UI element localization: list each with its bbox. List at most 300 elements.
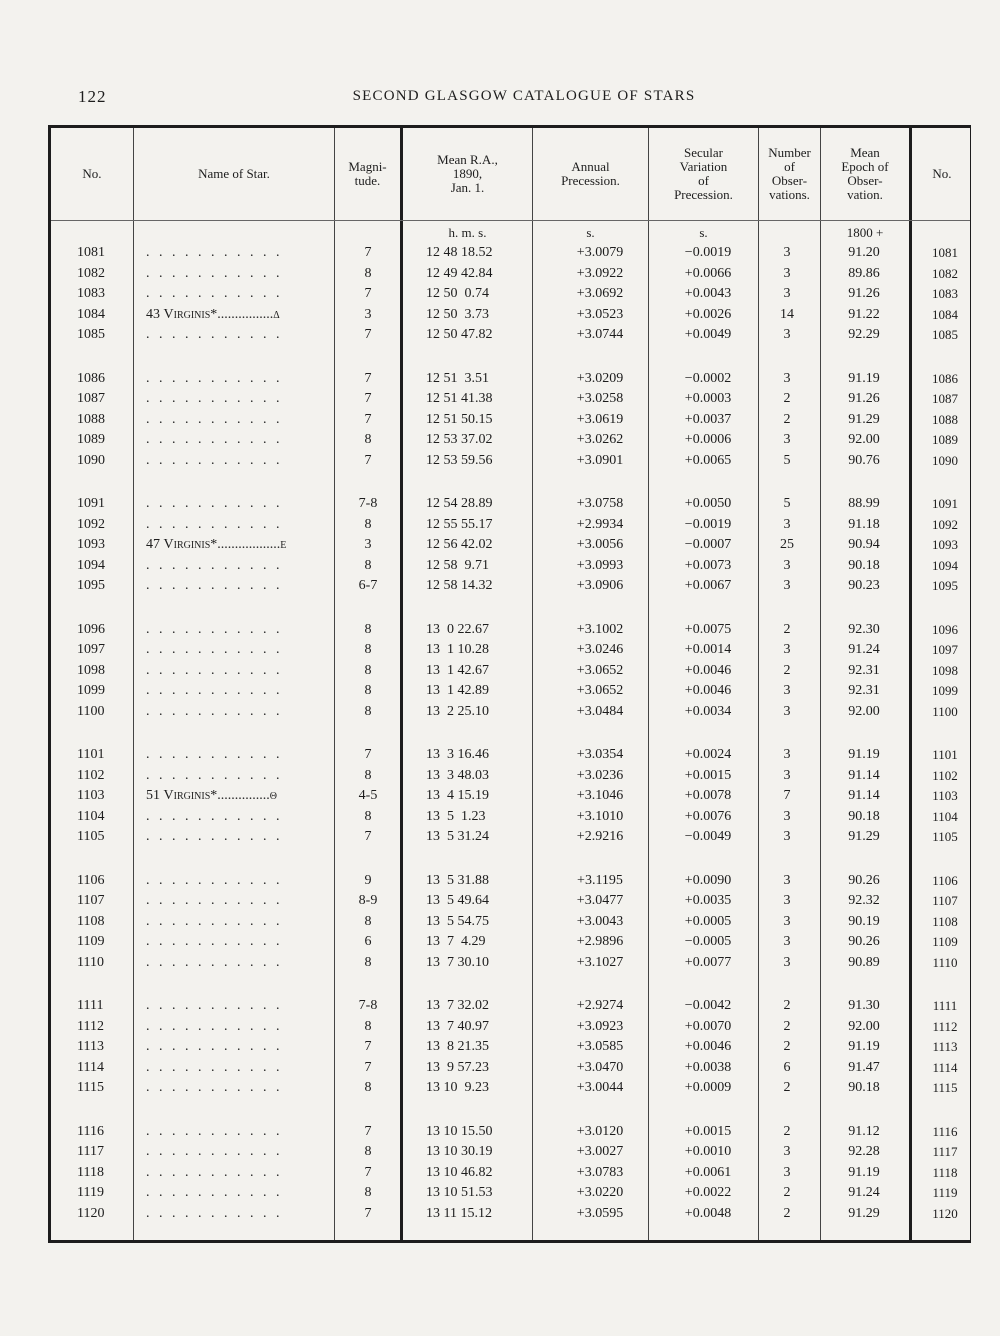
secular-variation: +0.0010: [684, 1144, 732, 1159]
mean-epoch: 92.32: [848, 893, 880, 908]
number-of-observations: 2: [783, 1018, 791, 1034]
number-of-observations: 2: [783, 621, 791, 637]
table-row: [51, 932, 970, 952]
star-name: . . . . . . . . . . .: [146, 662, 283, 678]
annual-precession: +3.0783: [576, 1164, 624, 1180]
table-row: [51, 243, 970, 263]
mean-ra: 13 2 25.10: [426, 703, 489, 719]
table-row: [51, 702, 970, 722]
row-number-right: 1097: [932, 642, 958, 657]
magnitude: 8: [364, 1080, 372, 1095]
row-number: 1086: [77, 370, 105, 386]
header-number-of-observations: Number of Obser- vations.: [768, 145, 811, 202]
mean-ra: 13 1 42.67: [426, 662, 489, 678]
row-number: 1119: [77, 1185, 104, 1200]
row-number-right: 1102: [932, 767, 958, 783]
number-of-observations: 5: [783, 496, 791, 511]
secular-variation: +0.0009: [684, 1080, 732, 1095]
mean-epoch: 92.00: [848, 1018, 880, 1034]
table-row: [51, 1122, 970, 1142]
table-row: [51, 325, 970, 345]
table-row: [51, 1142, 970, 1162]
row-number: 1085: [77, 327, 105, 342]
magnitude: 7: [364, 370, 372, 386]
row-number: 1093: [77, 537, 105, 552]
mean-epoch: 90.19: [848, 913, 880, 929]
row-number-right: 1093: [932, 537, 958, 552]
row-number-right: 1087: [932, 391, 958, 406]
mean-epoch: 91.30: [848, 998, 880, 1013]
annual-precession: +3.0354: [576, 747, 624, 762]
number-of-observations: 2: [783, 391, 791, 406]
annual-precession: +3.0692: [576, 286, 624, 301]
annual-precession: +3.0477: [576, 893, 624, 908]
annual-precession: +3.0120: [576, 1123, 624, 1139]
mean-epoch: 90.76: [848, 452, 880, 468]
row-number: 1115: [77, 1080, 104, 1095]
secular-variation: +0.0024: [684, 747, 732, 762]
secular-variation: +0.0005: [684, 913, 732, 929]
mean-epoch: 91.29: [848, 411, 880, 427]
mean-epoch: 91.18: [848, 516, 880, 532]
number-of-observations: 3: [783, 808, 791, 824]
magnitude: 6-7: [358, 578, 378, 593]
number-of-observations: 3: [783, 1144, 791, 1159]
star-name: . . . . . . . . . . .: [146, 327, 283, 342]
row-number-right: 1105: [932, 829, 958, 844]
magnitude: 7: [364, 286, 372, 301]
mean-ra: 12 53 59.56: [426, 452, 493, 468]
table-row: [51, 1204, 970, 1224]
annual-precession: +3.0484: [576, 703, 624, 719]
secular-variation: +0.0049: [684, 327, 732, 342]
annual-precession: +3.0258: [576, 391, 624, 406]
mean-epoch: 90.23: [848, 578, 880, 593]
table-row: [51, 827, 970, 847]
row-number: 1105: [77, 829, 105, 844]
page-number: 122: [78, 87, 107, 106]
number-of-observations: 2: [783, 998, 791, 1013]
star-name: . . . . . . . . . . .: [146, 1123, 283, 1139]
star-name: . . . . . . . . . . .: [146, 516, 283, 532]
row-number: 1110: [77, 954, 104, 970]
annual-precession: +3.1195: [577, 872, 623, 888]
secular-variation: +0.0061: [684, 1164, 732, 1180]
secular-variation: +0.0006: [684, 432, 732, 447]
annual-precession: +3.1002: [576, 621, 624, 637]
annual-precession: +3.0470: [576, 1059, 624, 1075]
star-name: . . . . . . . . . . .: [146, 1080, 283, 1095]
header-secular-variation: Secular Variation of Precession.: [674, 145, 733, 202]
table-row: [51, 1058, 970, 1078]
row-number: 1107: [77, 893, 105, 908]
secular-variation: +0.0037: [684, 411, 732, 427]
table-row: [51, 535, 970, 555]
magnitude: 8: [364, 1018, 372, 1034]
secular-variation: +0.0066: [684, 265, 732, 281]
row-number: 1096: [77, 621, 105, 637]
secular-variation: −0.0019: [684, 516, 732, 532]
annual-precession: +3.0652: [576, 662, 624, 678]
row-number: 1097: [77, 642, 105, 657]
magnitude: 7: [364, 1039, 372, 1054]
mean-epoch: 92.30: [848, 621, 880, 637]
row-number: 1100: [77, 703, 105, 719]
magnitude: 8: [364, 642, 372, 657]
row-number: 1088: [77, 411, 105, 427]
mean-ra: 13 5 31.88: [426, 872, 489, 888]
number-of-observations: 3: [783, 747, 791, 762]
mean-ra: 13 7 40.97: [426, 1018, 489, 1034]
annual-precession: +3.1010: [576, 808, 624, 824]
row-number-right: 1088: [932, 411, 958, 427]
table-row: [51, 369, 970, 389]
star-name: . . . . . . . . . . .: [146, 642, 283, 657]
table-row: [51, 1163, 970, 1183]
secular-variation: +0.0067: [684, 578, 732, 593]
row-number-right: 1116: [932, 1123, 958, 1139]
mean-epoch: 90.18: [848, 1080, 880, 1095]
unit-ra: h. m. s.: [448, 225, 487, 240]
star-name: . . . . . . . . . . .: [146, 1185, 283, 1200]
magnitude: 7: [364, 327, 372, 342]
star-name: . . . . . . . . . . .: [146, 872, 283, 888]
table-row: [51, 786, 970, 806]
magnitude: 7: [364, 411, 372, 427]
mean-epoch: 92.29: [848, 327, 880, 342]
row-number: 1104: [77, 808, 105, 824]
star-name: . . . . . . . . . . .: [146, 370, 283, 386]
magnitude: 7: [364, 391, 372, 406]
mean-epoch: 92.31: [848, 683, 880, 698]
star-name: . . . . . . . . . . .: [146, 767, 283, 783]
table-row: [51, 451, 970, 471]
star-name: . . . . . . . . . . .: [146, 913, 283, 929]
number-of-observations: 25: [780, 537, 794, 552]
number-of-observations: 2: [783, 1080, 791, 1095]
magnitude: 8: [364, 703, 372, 719]
number-of-observations: 7: [783, 788, 791, 803]
mean-ra: 13 3 48.03: [426, 767, 489, 783]
annual-precession: +3.0619: [576, 411, 624, 427]
number-of-observations: 3: [783, 516, 791, 532]
mean-epoch: 91.14: [848, 767, 880, 783]
mean-ra: 12 50 3.73: [426, 306, 489, 322]
mean-ra: 13 5 54.75: [426, 913, 489, 929]
mean-ra: 12 51 50.15: [426, 411, 493, 427]
secular-variation: +0.0015: [684, 1123, 732, 1139]
star-name: . . . . . . . . . . .: [146, 265, 283, 281]
row-number-right: 1085: [932, 327, 958, 342]
mean-ra: 12 58 9.71: [426, 557, 489, 573]
star-name: . . . . . . . . . . .: [146, 1144, 283, 1159]
number-of-observations: 3: [783, 703, 791, 719]
magnitude: 8: [364, 767, 372, 783]
secular-variation: −0.0042: [684, 998, 732, 1013]
secular-variation: +0.0090: [684, 872, 732, 888]
star-name: . . . . . . . . . . .: [146, 391, 283, 406]
mean-ra: 12 51 41.38: [426, 391, 493, 406]
secular-variation: +0.0078: [684, 788, 732, 803]
mean-ra: 12 49 42.84: [426, 265, 493, 281]
mean-epoch: 92.28: [848, 1144, 880, 1159]
unit-secular: s.: [699, 225, 708, 240]
row-number-right: 1098: [932, 662, 958, 678]
magnitude: 7: [364, 1205, 372, 1221]
header-rule: [51, 220, 970, 221]
mean-epoch: 91.26: [848, 286, 880, 301]
mean-epoch: 91.24: [848, 642, 880, 657]
number-of-observations: 3: [783, 578, 791, 593]
star-name: . . . . . . . . . . .: [146, 703, 283, 719]
mean-ra: 13 7 4.29: [426, 934, 486, 949]
row-number: 1117: [77, 1144, 104, 1159]
annual-precession: +3.1046: [576, 788, 624, 803]
annual-precession: +3.0744: [576, 327, 624, 342]
number-of-observations: 2: [783, 1185, 791, 1200]
row-number: 1113: [77, 1039, 104, 1054]
magnitude: 8: [364, 1144, 372, 1159]
number-of-observations: 3: [783, 327, 791, 342]
table-row: [51, 556, 970, 576]
mean-epoch: 88.99: [848, 496, 880, 511]
table-row: [51, 807, 970, 827]
mean-epoch: 91.24: [848, 1185, 880, 1200]
annual-precession: +2.9896: [576, 934, 624, 949]
star-name: . . . . . . . . . . .: [146, 934, 283, 949]
header-name: Name of Star.: [198, 166, 270, 181]
annual-precession: +2.9934: [576, 516, 624, 532]
row-number: 1099: [77, 683, 105, 698]
star-name: 51 Virginis*...............θ: [146, 788, 277, 803]
row-number: 1116: [77, 1123, 104, 1139]
annual-precession: +3.0079: [576, 245, 624, 260]
row-number-right: 1084: [932, 306, 958, 322]
row-number-right: 1110: [932, 954, 958, 970]
number-of-observations: 5: [783, 452, 791, 468]
row-number-right: 1086: [932, 370, 958, 386]
mean-ra: 13 8 21.35: [426, 1039, 489, 1054]
star-name: . . . . . . . . . . .: [146, 808, 283, 824]
mean-epoch: 92.00: [848, 432, 880, 447]
mean-ra: 13 10 51.53: [426, 1185, 493, 1200]
star-name: . . . . . . . . . . .: [146, 829, 283, 844]
number-of-observations: 3: [783, 934, 791, 949]
number-of-observations: 6: [783, 1059, 791, 1075]
row-number-right: 1090: [932, 452, 958, 468]
row-number-right: 1094: [932, 557, 958, 573]
row-number-right: 1112: [932, 1018, 958, 1034]
row-number: 1082: [77, 265, 105, 281]
secular-variation: −0.0019: [684, 245, 732, 260]
mean-epoch: 91.19: [848, 747, 880, 762]
magnitude: 7: [364, 1164, 372, 1180]
row-number: 1084: [77, 306, 105, 322]
magnitude: 7: [364, 1059, 372, 1075]
star-name: . . . . . . . . . . .: [146, 683, 283, 698]
annual-precession: +3.0901: [576, 452, 624, 468]
number-of-observations: 3: [783, 683, 791, 698]
star-name: 43 Virginis*................δ: [146, 306, 280, 322]
number-of-observations: 2: [783, 1205, 791, 1221]
magnitude: 8: [364, 808, 372, 824]
table-row: [51, 430, 970, 450]
running-head: SECOND GLASGOW CATALOGUE OF STARS: [352, 88, 696, 104]
header-mean-epoch: Mean Epoch of Obser- vation.: [841, 145, 889, 202]
number-of-observations: 3: [783, 872, 791, 888]
row-number: 1091: [77, 496, 105, 511]
mean-ra: 13 7 30.10: [426, 954, 489, 970]
row-number-right: 1091: [932, 496, 958, 511]
mean-epoch: 90.18: [848, 557, 880, 573]
star-name: . . . . . . . . . . .: [146, 578, 283, 593]
table-row: [51, 640, 970, 660]
star-name: . . . . . . . . . . .: [146, 432, 283, 447]
secular-variation: +0.0065: [684, 452, 732, 468]
mean-epoch: 90.26: [848, 934, 880, 949]
mean-epoch: 91.47: [848, 1059, 880, 1075]
row-number: 1083: [77, 286, 105, 301]
table-row: [51, 891, 970, 911]
mean-ra: 13 5 49.64: [426, 893, 489, 908]
mean-ra: 13 1 10.28: [426, 642, 489, 657]
row-number-right: 1118: [932, 1164, 958, 1180]
header-mean-ra: Mean R.A., 1890, Jan. 1.: [437, 152, 498, 195]
header-annual-precession: Annual Precession.: [561, 159, 620, 188]
number-of-observations: 3: [783, 1164, 791, 1180]
row-number-right: 1106: [932, 872, 958, 888]
number-of-observations: 3: [783, 432, 791, 447]
mean-epoch: 90.94: [848, 537, 880, 552]
mean-ra: 13 10 15.50: [426, 1123, 493, 1139]
table-row: [51, 1017, 970, 1037]
mean-epoch: 91.29: [848, 1205, 880, 1221]
row-number: 1120: [77, 1205, 105, 1221]
mean-epoch: 91.12: [848, 1123, 880, 1139]
annual-precession: +3.0923: [576, 1018, 624, 1034]
secular-variation: +0.0046: [684, 683, 732, 698]
header-no-right: No.: [932, 166, 952, 181]
magnitude: 7: [364, 829, 372, 844]
magnitude: 7: [364, 747, 372, 762]
mean-ra: 13 9 57.23: [426, 1059, 489, 1075]
row-number-right: 1111: [932, 998, 958, 1013]
mean-epoch: 91.19: [848, 370, 880, 386]
row-number-right: 1107: [932, 893, 958, 908]
table-row: [51, 996, 970, 1016]
row-number: 1092: [77, 516, 105, 532]
mean-ra: 13 11 15.12: [426, 1205, 492, 1221]
catalogue-table: [48, 125, 971, 1243]
secular-variation: +0.0038: [684, 1059, 732, 1075]
mean-epoch: 91.20: [848, 245, 880, 260]
unit-annual: s.: [586, 225, 595, 240]
secular-variation: +0.0014: [684, 642, 732, 657]
magnitude: 7-8: [358, 998, 378, 1013]
row-number: 1102: [77, 767, 105, 783]
magnitude: 9: [364, 872, 372, 888]
number-of-observations: 3: [783, 767, 791, 783]
number-of-observations: 3: [783, 642, 791, 657]
secular-variation: −0.0005: [684, 934, 732, 949]
annual-precession: +2.9216: [576, 829, 624, 844]
number-of-observations: 3: [783, 954, 791, 970]
row-number-right: 1115: [932, 1080, 958, 1095]
mean-epoch: 90.89: [848, 954, 880, 970]
row-number: 1103: [77, 788, 105, 803]
row-number: 1101: [77, 747, 105, 762]
star-name: . . . . . . . . . . .: [146, 1164, 283, 1180]
row-number-right: 1082: [932, 265, 958, 281]
secular-variation: +0.0022: [684, 1185, 732, 1200]
table-row: [51, 766, 970, 786]
annual-precession: +3.0595: [576, 1205, 624, 1221]
row-number-right: 1113: [932, 1039, 958, 1054]
number-of-observations: 3: [783, 370, 791, 386]
table-row: [51, 515, 970, 535]
mean-epoch: 91.26: [848, 391, 880, 406]
annual-precession: +3.0906: [576, 578, 624, 593]
star-name: . . . . . . . . . . .: [146, 954, 283, 970]
mean-epoch: 91.19: [848, 1039, 880, 1054]
row-number: 1112: [77, 1018, 104, 1034]
annual-precession: +3.0922: [576, 265, 624, 281]
mean-ra: 12 55 55.17: [426, 516, 493, 532]
magnitude: 8: [364, 265, 372, 281]
secular-variation: +0.0034: [684, 703, 732, 719]
star-name: . . . . . . . . . . .: [146, 557, 283, 573]
annual-precession: +2.9274: [576, 998, 624, 1013]
annual-precession: +3.0209: [576, 370, 624, 386]
row-number-right: 1092: [932, 516, 958, 532]
number-of-observations: 3: [783, 829, 791, 844]
magnitude: 8: [364, 683, 372, 698]
magnitude: 6: [364, 934, 372, 949]
magnitude: 3: [364, 306, 372, 322]
table-row: [51, 1037, 970, 1057]
secular-variation: +0.0077: [684, 954, 732, 970]
number-of-observations: 3: [783, 913, 791, 929]
mean-ra: 13 0 22.67: [426, 621, 489, 637]
magnitude: 8: [364, 662, 372, 678]
table-row: [51, 745, 970, 765]
header-magnitude: Magni- tude.: [348, 159, 387, 188]
row-number: 1098: [77, 662, 105, 678]
mean-ra: 12 56 42.02: [426, 537, 493, 552]
magnitude: 7: [364, 245, 372, 260]
table-row: [51, 284, 970, 304]
mean-epoch: 91.19: [848, 1164, 880, 1180]
magnitude: 8-9: [358, 893, 378, 908]
secular-variation: +0.0075: [684, 621, 732, 637]
row-number-right: 1119: [932, 1185, 958, 1200]
row-number: 1106: [77, 872, 105, 888]
table-row: [51, 953, 970, 973]
annual-precession: +3.1027: [576, 954, 624, 970]
annual-precession: +3.0044: [576, 1080, 624, 1095]
secular-variation: +0.0048: [684, 1205, 732, 1221]
row-number-right: 1100: [932, 703, 958, 719]
magnitude: 4-5: [358, 788, 378, 803]
mean-ra: 12 53 37.02: [426, 432, 493, 447]
mean-ra: 13 10 9.23: [426, 1080, 489, 1095]
number-of-observations: 3: [783, 557, 791, 573]
row-number: 1090: [77, 452, 105, 468]
table-row: [51, 620, 970, 640]
mean-ra: 13 5 1.23: [426, 808, 486, 824]
row-number: 1109: [77, 934, 105, 949]
secular-variation: +0.0050: [684, 496, 732, 511]
